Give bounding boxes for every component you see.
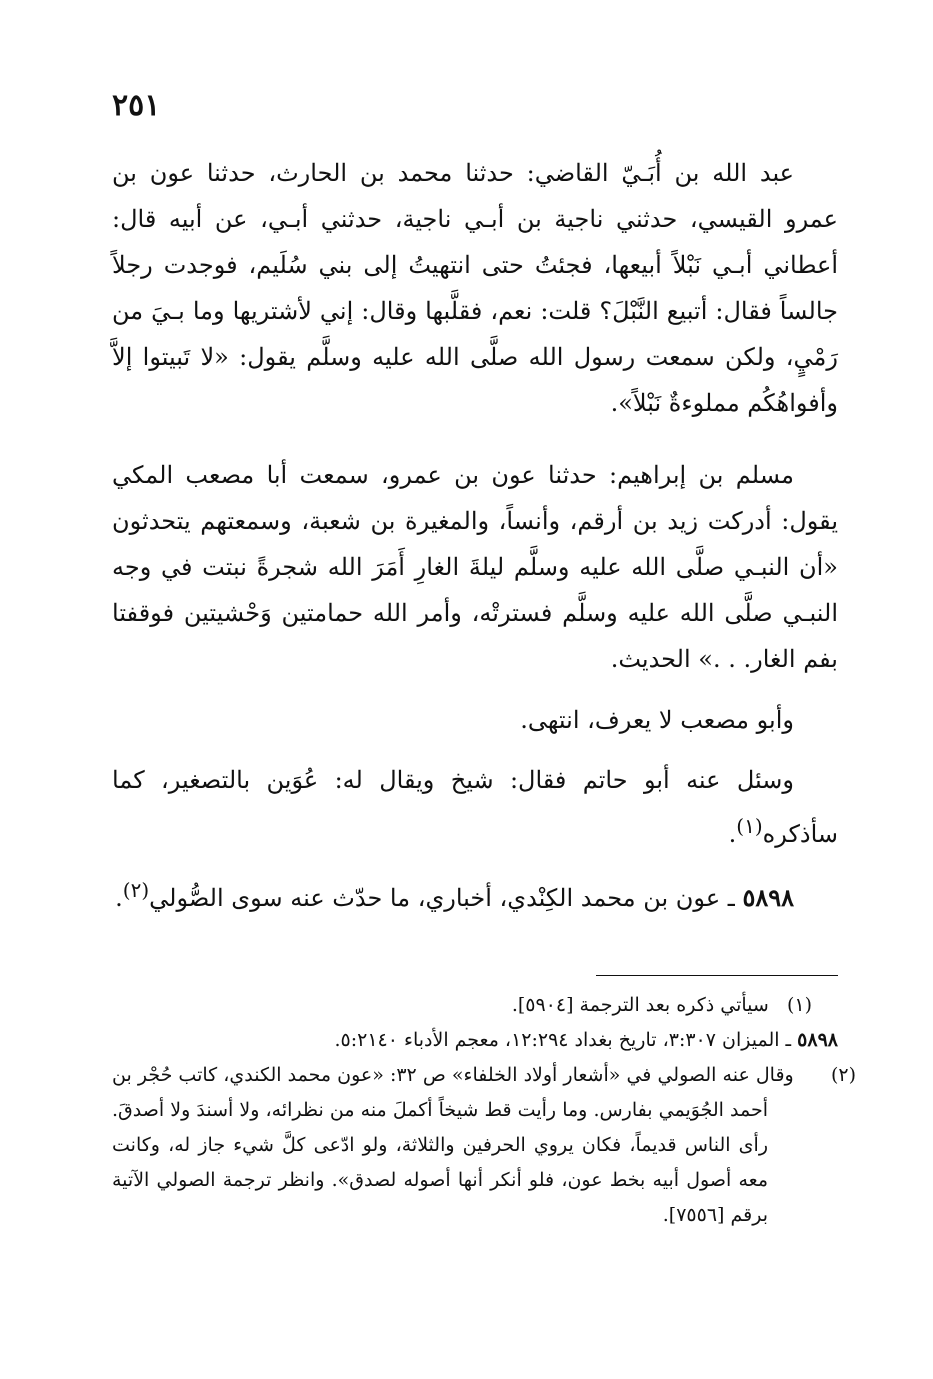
paragraph-2 [112, 452, 838, 682]
footnote-2: (٢) وقال عنه الصولي في «أشعار أولاد الخلفاء» ص ٣٢: «عون محمد الكندي، كاتب حُجْر بن أحمد الجُوَيمي بفارس. وما رأيت قط شيخاً أكملَ منه من نظرائه، ولا أسندَ ولا أصدقَ. رأى الناس قديماً، فكان يروي الحرفين والثلاثة، ولو ادّعى كلَّ شيء جاز له، وكانت معه أصول أبيه بخط عون، فلو أنكر أنها أصوله لصدق». وانظر ترجمة الصولي الآتية برقم [٧٥٥٦]. [112, 1064, 856, 1226]
paragraph-4 [112, 757, 838, 857]
paragraph-text: وأبو مصعب لا يعرف، انتهى. [520, 706, 794, 734]
paragraph-body [112, 757, 838, 857]
paragraph-text: مسلم بن إبراهيم: حدثنا عون بن عمرو، سمعت أبا مصعب المكي يقول: أدركت زيد بن أرقم، وأنساً، والمغيرة بن شعبة، وسمعتهم يتحدثون «أن النبـي صلَّى الله عليه وسلَّم ليلةَ الغارِ أَمَرَ الله شجرةً نبتت في وجه النبـي صلَّى الله عليه وسلَّم فسترتْه، وأمر الله حمامتين وَحْشيتين فوقفتا بفم الغار. . .» الحديث. [112, 461, 838, 673]
entry-body [112, 867, 838, 921]
paragraph-text: وسئل عنه أبو حاتم فقال: شيخ ويقال له: عُوَين بالتصغير، كما سأذكره [112, 766, 838, 848]
footnote-reference[interactable]: (١) [736, 814, 763, 838]
footnote-reference[interactable]: (٢) [122, 878, 150, 902]
page-number: ٢٥١ [112, 88, 161, 123]
footnote-text: وقال عنه الصولي في «أشعار أولاد الخلفاء» ص ٣٢: «عون محمد الكندي، كاتب حُجْر بن أحمد الجُوَيمي بفارس. وما رأيت قط شيخاً أكملَ منه من نظرائه، ولا أسندَ ولا أصدقَ. رأى الناس قديماً، فكان يروي الحرفين والثلاثة، ولو ادّعى كلَّ شيء جاز له، وكانت معه أصول أبيه بخط عون، فلو أنكر أنها أصوله لصدق». وانظر ترجمة الصولي الآتية برقم [٧٥٥٦]. [112, 1064, 794, 1226]
paragraph-tail: . [115, 884, 123, 912]
footnotes-section [112, 988, 856, 1233]
paragraph-1 [112, 150, 838, 426]
footnote-divider [596, 975, 838, 976]
footnote-label: (١) [786, 994, 812, 1016]
paragraph-3 [112, 697, 838, 743]
entry-number: ٥٨٩٨ [742, 883, 794, 912]
paragraph-5-entry [112, 867, 838, 921]
paragraph-text: عون بن محمد الكِنْدي، أخباري، ما حدّث عنه سوى الصُّولي [149, 884, 721, 912]
footnote-text: ـ الميزان ٣:٣٠٧، تاريخ بغداد ١٢:٢٩٤، معجم الأدباء ٥:٢١٤٠. [334, 1029, 792, 1051]
paragraph-tail: . [728, 820, 737, 848]
footnote-text: سيأتي ذكره بعد الترجمة [٥٩٠٤]. [511, 994, 769, 1016]
entry-dash: ـ [720, 884, 743, 912]
footnote-sources [112, 1023, 838, 1058]
footnote-1 [112, 988, 838, 1023]
paragraph-text: عبد الله بن أُبَـيّ القاضي: حدثنا محمد بن الحارث، حدثنا عون بن عمرو القيسي، حدثني ناجية بن أبـي ناجية، حدثني أبـي، عن أبيه قال: أعطاني أبـي نَبْلاً أبيعها، فجئتُ حتى انتهيتُ إلى بني سُلَيم، فوجدت رجلاً جالساً فقال: أتبيع النَّبْلَ؟ قلت: نعم، فقلَّبها وقال: إني لأشتريها وما بـيَ من رَمْيٍ، ولكن سمعت رسول الله صلَّى الله عليه وسلَّم يقول: «لا تَبيتوا إلاَّ وأفواهُكُم مملوءةٌ نَبْلاً». [112, 159, 838, 417]
footnote-label: ٥٨٩٨ [797, 1029, 838, 1051]
